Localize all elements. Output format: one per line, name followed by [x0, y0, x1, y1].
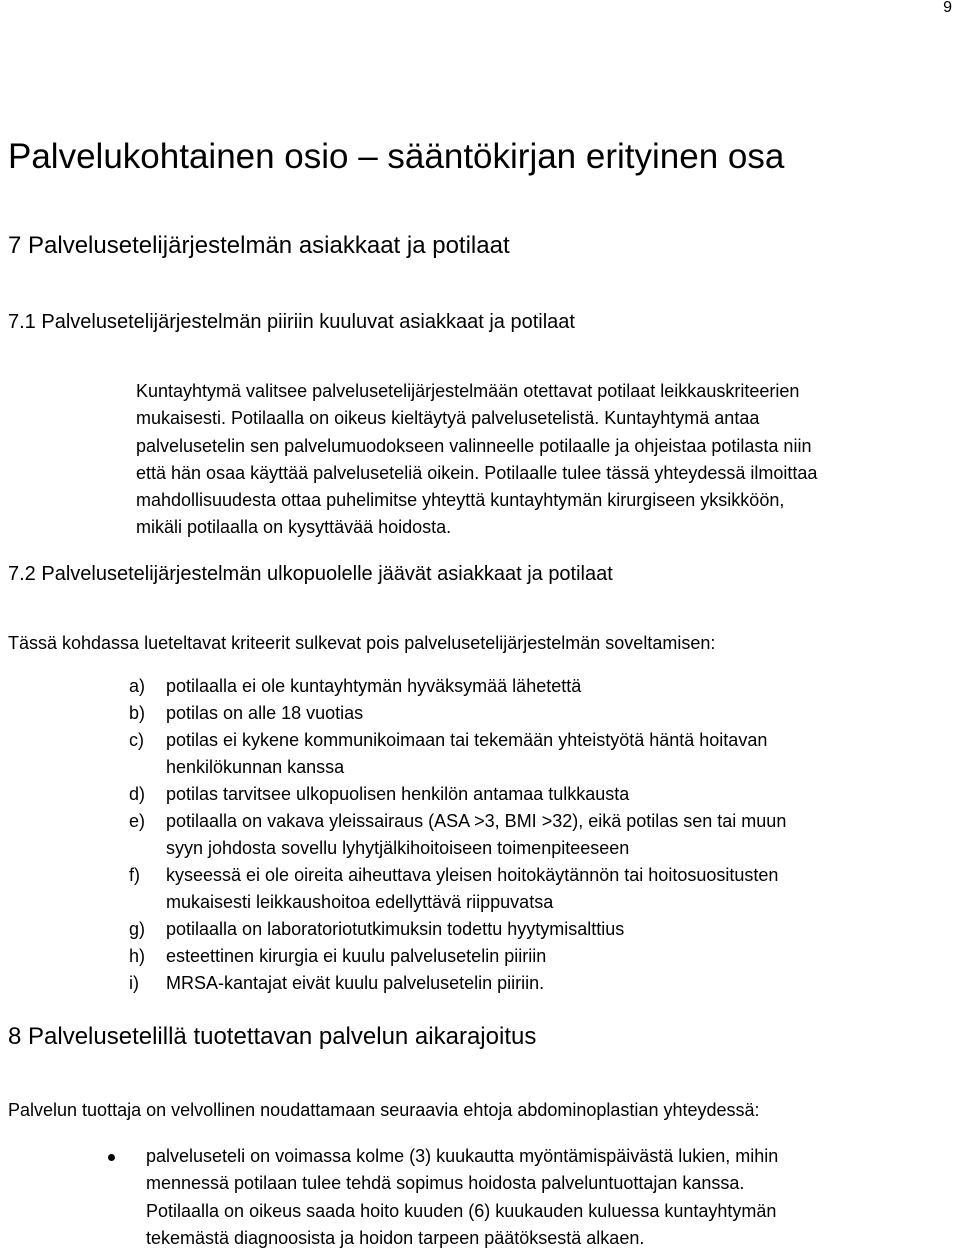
paragraph-line: mukaisesti. Potilaalla on oikeus kieltäytyä palvelusetelistä. Kuntayhtymä antaa	[136, 408, 760, 429]
criteria-item	[0, 862, 786, 916]
criteria-text: potilas tarvitsee ulkopuolisen henkilön antamaa tulkkausta	[166, 784, 630, 804]
paragraph-line: Kuntayhtymä valitsee palvelusetelijärjestelmään otettavat potilaat leikkauskriteerien	[136, 381, 800, 401]
paragraph-line: palvelusetelin sen palvelumuodokseen valinneelle potilaalle ja ohjeistaa potilasta niin	[136, 435, 812, 456]
criteria-marker: b)	[129, 703, 146, 723]
section-7-2-heading: 7.2 Palvelusetelijärjestelmän ulkopuolelle jäävät asiakkaat ja potilaat	[8, 563, 613, 585]
paragraph-line: mahdollisuudesta ottaa puhelimitse yhteyttä kuntayhtymän kirurgiseen yksikköön,	[136, 490, 785, 511]
criteria-marker: g)	[129, 919, 146, 939]
page-number: 9	[943, 0, 952, 16]
criteria-item	[0, 781, 786, 808]
section-8-bullet-list	[0, 1143, 778, 1252]
criteria-text: potilaalla on vakava yleissairaus (ASA >3, BMI >32), eikä potilas sen tai muun	[166, 811, 787, 831]
section-7-1-paragraph	[136, 378, 951, 542]
criteria-marker: e)	[129, 811, 146, 831]
criteria-marker: h)	[129, 946, 146, 966]
exclusion-criteria-list	[0, 673, 786, 997]
criteria-text: potilaalla ei ole kuntayhtymän hyväksymää lähetettä	[166, 676, 582, 696]
section-7-2-intro: Tässä kohdassa lueteltavat kriteerit sulkevat pois palvelusetelijärjestelmän soveltamisen:	[8, 633, 716, 653]
bullet-text: palveluseteli on voimassa kolme (3) kuukautta myöntämispäivästä lukien, mihin	[146, 1146, 779, 1166]
criteria-marker: f)	[129, 865, 140, 885]
bullet-item	[0, 1143, 778, 1252]
section-8-heading: 8 Palvelusetelillä tuotettavan palvelun aikarajoitus	[8, 1023, 537, 1050]
main-heading: Palvelukohtainen osio – sääntökirjan erityinen osa	[8, 137, 785, 176]
criteria-item	[0, 727, 786, 781]
paragraph-line: että hän osaa käyttää palveluseteliä oikein. Potilaalle tulee tässä yhteydessä ilmoittaa	[136, 462, 818, 483]
criteria-text: potilas on alle 18 vuotias	[166, 703, 364, 723]
criteria-item	[0, 673, 786, 700]
bullet-text: mennessä potilaan tulee tehdä sopimus hoidosta palveluntuottajan kanssa.	[146, 1173, 745, 1194]
section-7-1-heading: 7.1 Palvelusetelijärjestelmän piiriin kuuluvat asiakkaat ja potilaat	[8, 311, 575, 333]
criteria-item	[0, 916, 786, 943]
criteria-item	[0, 943, 786, 970]
criteria-text: esteettinen kirurgia ei kuulu palvelusetelin piiriin	[166, 946, 547, 966]
criteria-text: mukaisesti leikkaushoitoa edellyttävä riippuvatsa	[166, 892, 554, 912]
section-7-heading: 7 Palvelusetelijärjestelmän asiakkaat ja potilaat	[8, 232, 510, 259]
criteria-item	[0, 808, 786, 862]
criteria-text: MRSA-kantajat eivät kuulu palvelusetelin piiriin.	[166, 973, 545, 993]
bullet-text: Potilaalla on oikeus saada hoito kuuden (6) kuukauden kuluessa kuntayhtymän	[146, 1200, 777, 1221]
paragraph-line: mikäli potilaalla on kysyttävää hoidosta.	[136, 517, 452, 538]
criteria-text: henkilökunnan kanssa	[166, 757, 345, 777]
criteria-item	[0, 970, 786, 997]
criteria-text: kyseessä ei ole oireita aiheuttava yleisen hoitokäytännön tai hoitosuositusten	[166, 865, 779, 885]
section-8-intro: Palvelun tuottaja on velvollinen noudattamaan seuraavia ehtoja abdominoplastian yhteydessä:	[8, 1100, 760, 1120]
criteria-marker: c)	[129, 730, 144, 750]
bullet-text: tekemästä diagnoosista ja hoidon tarpeen päätöksestä alkaen.	[146, 1227, 645, 1248]
criteria-text: syyn johdosta sovellu lyhytjälkihoitoiseen toimenpiteeseen	[166, 838, 630, 858]
criteria-marker: i)	[129, 973, 139, 993]
criteria-text: potilaalla on laboratoriotutkimuksin todettu hyytymisalttius	[166, 919, 625, 939]
criteria-text: potilas ei kykene kommunikoimaan tai tekemään yhteistyötä häntä hoitavan	[166, 730, 768, 750]
bullet-dot-icon	[108, 1154, 115, 1161]
criteria-item	[0, 700, 786, 727]
criteria-marker: a)	[129, 676, 146, 696]
criteria-marker: d)	[129, 784, 146, 804]
